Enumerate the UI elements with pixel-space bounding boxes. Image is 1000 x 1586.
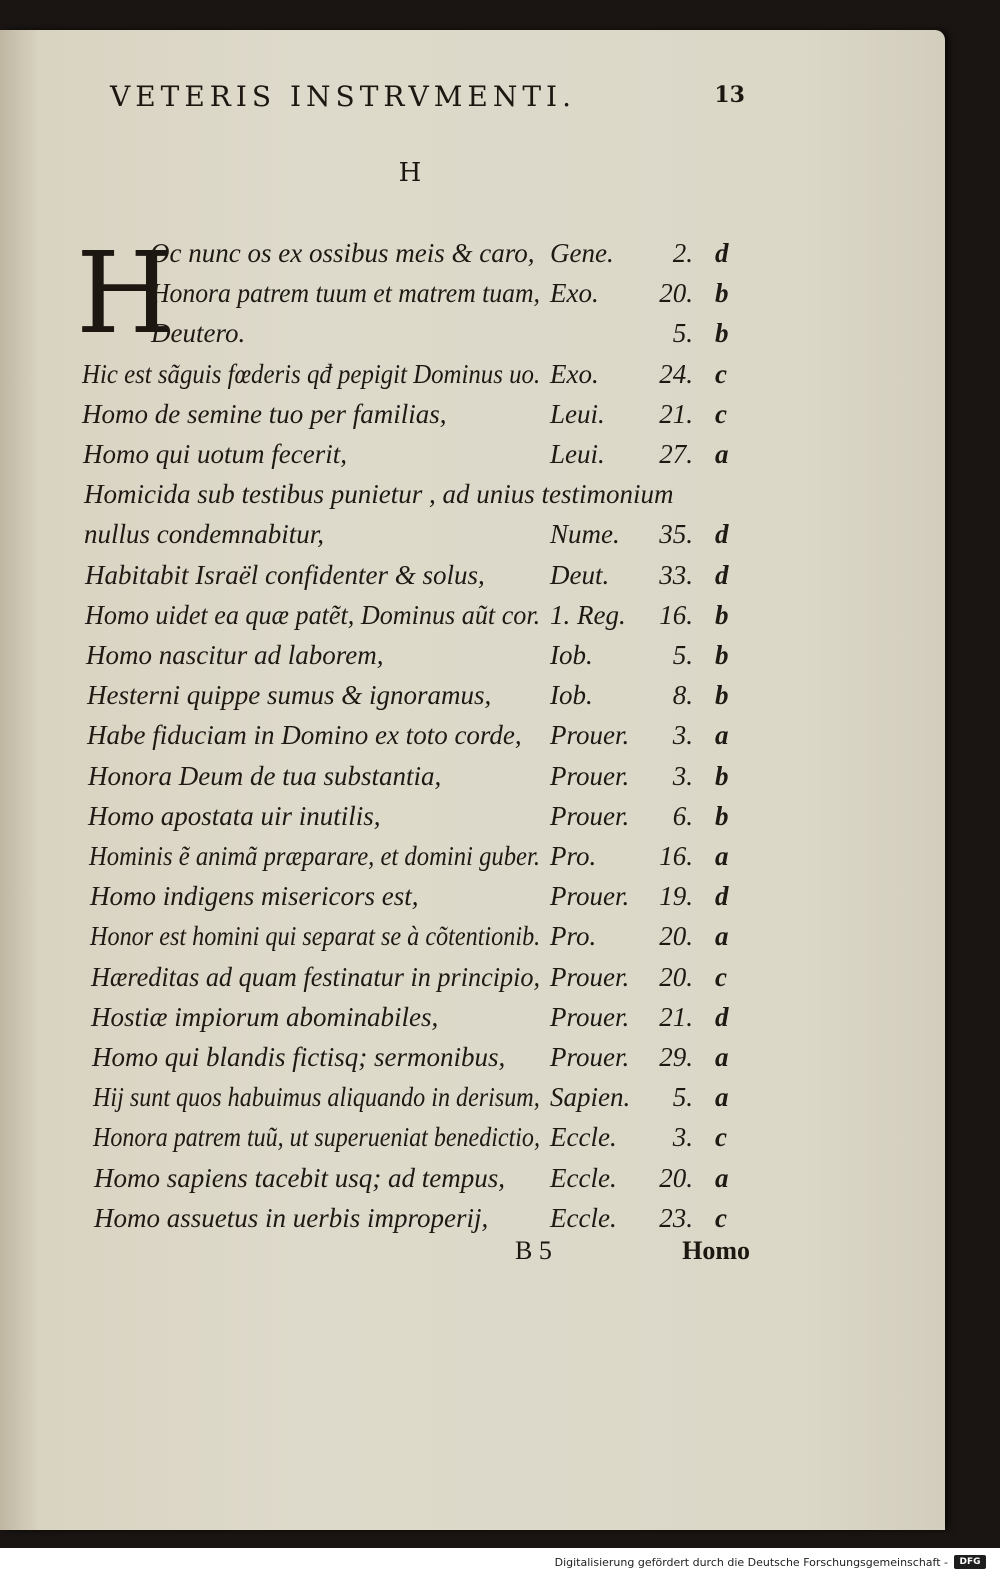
entry-text: Honora Deum de tua substantia, <box>88 761 442 791</box>
entry-section: c <box>715 1203 727 1233</box>
entry-chapter: 8. <box>672 680 693 710</box>
entry-chapter: 20. <box>659 278 693 308</box>
entry-section: d <box>715 560 729 590</box>
index-entry <box>91 1002 735 1040</box>
entry-text: Deutero. <box>151 318 246 348</box>
entry-book: Iob. <box>550 680 593 710</box>
index-entry <box>84 479 735 517</box>
entry-text: Homicida sub testibus punietur , ad unius testimonium <box>84 479 674 509</box>
entry-book: Sapien. <box>550 1082 631 1112</box>
index-entry <box>84 519 735 557</box>
entry-book: Pro. <box>550 841 597 871</box>
entry-chapter: 19. <box>659 881 693 911</box>
entry-book: Leui. <box>550 439 605 469</box>
entry-text: Honora patrem tuum et matrem tuam, <box>151 278 540 308</box>
running-head <box>110 80 745 120</box>
entry-book: Leui. <box>550 399 605 429</box>
entry-text: Honor est homini qui separat se à cõtentionib. <box>90 921 541 951</box>
entry-chapter: 29. <box>659 1042 693 1072</box>
entry-chapter: 33. <box>659 560 693 590</box>
entry-section: a <box>715 439 729 469</box>
entry-text: Habitabit Israël confidenter & solus, <box>85 560 485 590</box>
entry-section: c <box>715 359 727 389</box>
index-entry <box>94 1163 735 1201</box>
entry-section: a <box>715 1042 729 1072</box>
dfg-logo: DFG <box>954 1555 986 1569</box>
entry-book: Eccle. <box>550 1122 617 1152</box>
entry-section: a <box>715 1163 729 1193</box>
entry-chapter: 3. <box>672 761 693 791</box>
index-entry <box>89 841 735 879</box>
entry-book: Gene. <box>550 238 614 268</box>
entry-section: b <box>715 761 729 791</box>
entry-chapter: 23. <box>659 1203 693 1233</box>
entry-book: Prouer. <box>550 761 630 791</box>
index-entry <box>150 238 735 276</box>
entry-chapter: 3. <box>672 1122 693 1152</box>
entry-text: Honora patrem tuũ, ut superueniat benedictio, <box>93 1122 540 1152</box>
entry-section: c <box>715 962 727 992</box>
running-head-title: VETERIS INSTRVMENTI. <box>110 80 576 113</box>
entry-book: Prouer. <box>550 801 630 831</box>
entry-chapter: 20. <box>659 921 693 951</box>
index-entry <box>93 1122 735 1160</box>
index-entry <box>151 318 735 356</box>
entry-chapter: 5. <box>672 640 693 670</box>
entry-text: Hic est sãguis fœderis qđ pepigit Dominus uo. <box>82 359 541 389</box>
entry-chapter: 16. <box>659 841 693 871</box>
entry-book: Prouer. <box>550 1042 630 1072</box>
entry-section: b <box>715 318 729 348</box>
entry-text: Homo qui blandis fictisq; sermonibus, <box>92 1042 506 1072</box>
entry-section: d <box>715 881 729 911</box>
entry-chapter: 20. <box>659 1163 693 1193</box>
funding-credit: Digitalisierung gefördert durch die Deutsche Forschungsgemeinschaft - <box>554 1556 948 1569</box>
entry-section: a <box>715 921 729 951</box>
index-entry <box>90 881 735 919</box>
entry-text: Habe fiduciam in Domino ex toto corde, <box>87 720 522 750</box>
entry-book: Eccle. <box>550 1203 617 1233</box>
page-number: 13 <box>714 82 745 108</box>
index-entry <box>86 640 735 678</box>
entry-section: d <box>715 238 729 268</box>
entry-section: b <box>715 640 729 670</box>
entry-book: Exo. <box>550 278 599 308</box>
entry-chapter: 6. <box>672 801 693 831</box>
index-entry <box>82 359 735 397</box>
index-entry <box>85 600 735 638</box>
entry-section: d <box>715 1002 729 1032</box>
catchword: Homo <box>682 1236 750 1265</box>
entry-chapter: 2. <box>672 238 693 268</box>
entry-text: Hesterni quippe sumus & ignoramus, <box>87 680 492 710</box>
index-entry <box>88 761 735 799</box>
entry-chapter: 27. <box>659 439 693 469</box>
entry-chapter: 24. <box>659 359 693 389</box>
entry-text: Homo uidet ea quæ patẽt, Dominus aũt cor. <box>85 600 541 630</box>
entry-chapter: 5. <box>672 1082 693 1112</box>
entry-text: Homo de semine tuo per familias, <box>82 399 447 429</box>
entry-text: Hominis ẽ animã præparare, et domini guber. <box>89 841 541 871</box>
entry-chapter: 21. <box>659 1002 693 1032</box>
entry-chapter: 21. <box>659 399 693 429</box>
entry-section: c <box>715 1122 727 1152</box>
entry-chapter: 5. <box>672 318 693 348</box>
entry-section: d <box>715 519 729 549</box>
entry-book: Prouer. <box>550 881 630 911</box>
entry-chapter: 20. <box>659 962 693 992</box>
entry-book: Exo. <box>550 359 599 389</box>
entry-section: a <box>715 720 729 750</box>
entry-text: Homo assuetus in uerbis improperij, <box>94 1203 489 1233</box>
entry-book: Iob. <box>550 640 593 670</box>
entry-text: Homo indigens misericors est, <box>90 881 419 911</box>
entry-text: Oc nunc os ex ossibus meis & caro, <box>150 238 535 268</box>
section-letter: H <box>398 158 422 188</box>
index-entry <box>91 962 735 1000</box>
entry-text: Homo sapiens tacebit usq; ad tempus, <box>94 1163 505 1193</box>
entry-book: Nume. <box>550 519 620 549</box>
entry-section: b <box>715 801 729 831</box>
entry-chapter: 35. <box>659 519 693 549</box>
index-entry <box>90 921 735 959</box>
index-entry <box>82 399 735 437</box>
entry-section: b <box>715 600 729 630</box>
entry-text: nullus condemnabitur, <box>84 519 324 549</box>
entry-chapter: 16. <box>659 600 693 630</box>
digitization-footer <box>0 1548 1000 1586</box>
entry-text: Hij sunt quos habuimus aliquando in derisum, <box>93 1082 540 1112</box>
index-entry <box>151 278 735 316</box>
entry-section: b <box>715 278 729 308</box>
entry-chapter: 3. <box>672 720 693 750</box>
index-entry <box>83 439 735 477</box>
entry-book: 1. Reg. <box>550 600 626 630</box>
entry-text: Homo qui uotum fecerit, <box>83 439 347 469</box>
entry-book: Prouer. <box>550 962 630 992</box>
index-entry <box>92 1042 735 1080</box>
entry-section: b <box>715 680 729 710</box>
entry-book: Prouer. <box>550 720 630 750</box>
entry-text: Homo apostata uir inutilis, <box>88 801 381 831</box>
entry-text: Homo nascitur ad laborem, <box>86 640 384 670</box>
index-entry <box>87 720 735 758</box>
entry-book: Pro. <box>550 921 597 951</box>
index-entry <box>93 1082 735 1120</box>
entry-text: Hæreditas ad quam festinatur in principio, <box>91 962 541 992</box>
entry-section: a <box>715 1082 729 1112</box>
index-entry <box>87 680 735 718</box>
drop-cap-initial: H <box>76 229 174 359</box>
signature-mark: B 5 <box>515 1236 552 1265</box>
catch-line <box>515 1236 750 1272</box>
entry-book: Eccle. <box>550 1163 617 1193</box>
index-entry <box>85 560 735 598</box>
entry-book: Prouer. <box>550 1002 630 1032</box>
entry-section: c <box>715 399 727 429</box>
entry-section: a <box>715 841 729 871</box>
entry-book: Deut. <box>550 560 610 590</box>
index-entry <box>88 801 735 839</box>
entry-text: Hostiæ impiorum abominabiles, <box>91 1002 439 1032</box>
